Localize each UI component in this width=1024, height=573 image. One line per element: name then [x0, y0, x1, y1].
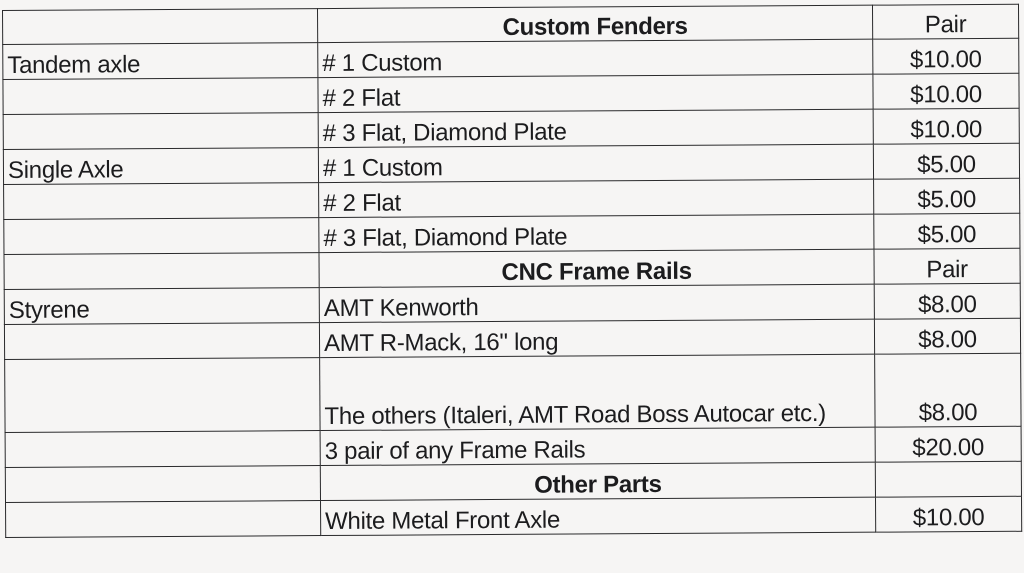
- price-cell: $10.00: [873, 38, 1019, 74]
- price-unit-header: Pair: [872, 4, 1018, 39]
- price-unit-header: [875, 461, 1021, 497]
- price-cell: $8.00: [875, 353, 1021, 427]
- table-row: [6, 496, 1022, 537]
- price-cell: $8.00: [874, 283, 1020, 319]
- section-heading: Other Parts: [320, 462, 875, 500]
- description-cell: # 2 Flat: [319, 179, 874, 217]
- category-cell: [5, 466, 320, 503]
- description-cell: # 3 Flat, Diamond Plate: [319, 214, 874, 252]
- category-cell: [6, 501, 321, 538]
- category-cell: [5, 358, 320, 433]
- section-heading: Custom Fenders: [317, 5, 872, 42]
- description-cell: # 1 Custom: [318, 144, 873, 182]
- description-cell: The others (Italeri, AMT Road Boss Autocar etc.): [320, 354, 875, 430]
- category-cell: Styrene: [4, 288, 319, 325]
- category-cell: [3, 78, 318, 115]
- description-cell: 3 pair of any Frame Rails: [320, 427, 875, 465]
- price-cell: $5.00: [874, 213, 1020, 249]
- category-cell: [4, 218, 319, 255]
- category-cell: Single Axle: [3, 148, 318, 185]
- price-cell: $10.00: [875, 496, 1021, 532]
- table-row: [5, 353, 1021, 432]
- description-cell: AMT R-Mack, 16" long: [319, 319, 874, 357]
- description-cell: White Metal Front Axle: [321, 497, 876, 535]
- category-cell: [4, 183, 319, 220]
- price-unit-header: Pair: [874, 248, 1020, 284]
- category-cell: [4, 323, 319, 360]
- description-cell: # 1 Custom: [318, 39, 873, 77]
- description-cell: # 2 Flat: [318, 74, 873, 112]
- price-cell: $5.00: [873, 143, 1019, 179]
- category-cell: [3, 113, 318, 150]
- price-cell: $8.00: [874, 318, 1020, 354]
- price-cell: $10.00: [873, 108, 1019, 144]
- category-cell: [3, 9, 318, 45]
- category-cell: [4, 253, 319, 290]
- price-cell: $5.00: [874, 178, 1020, 214]
- description-cell: # 3 Flat, Diamond Plate: [318, 109, 873, 147]
- price-cell: $10.00: [873, 73, 1019, 109]
- price-cell: $20.00: [875, 426, 1021, 462]
- category-cell: Tandem axle: [3, 43, 318, 80]
- description-cell: AMT Kenworth: [319, 284, 874, 322]
- category-cell: [5, 431, 320, 468]
- section-heading: CNC Frame Rails: [319, 249, 874, 287]
- price-table: [2, 4, 1022, 538]
